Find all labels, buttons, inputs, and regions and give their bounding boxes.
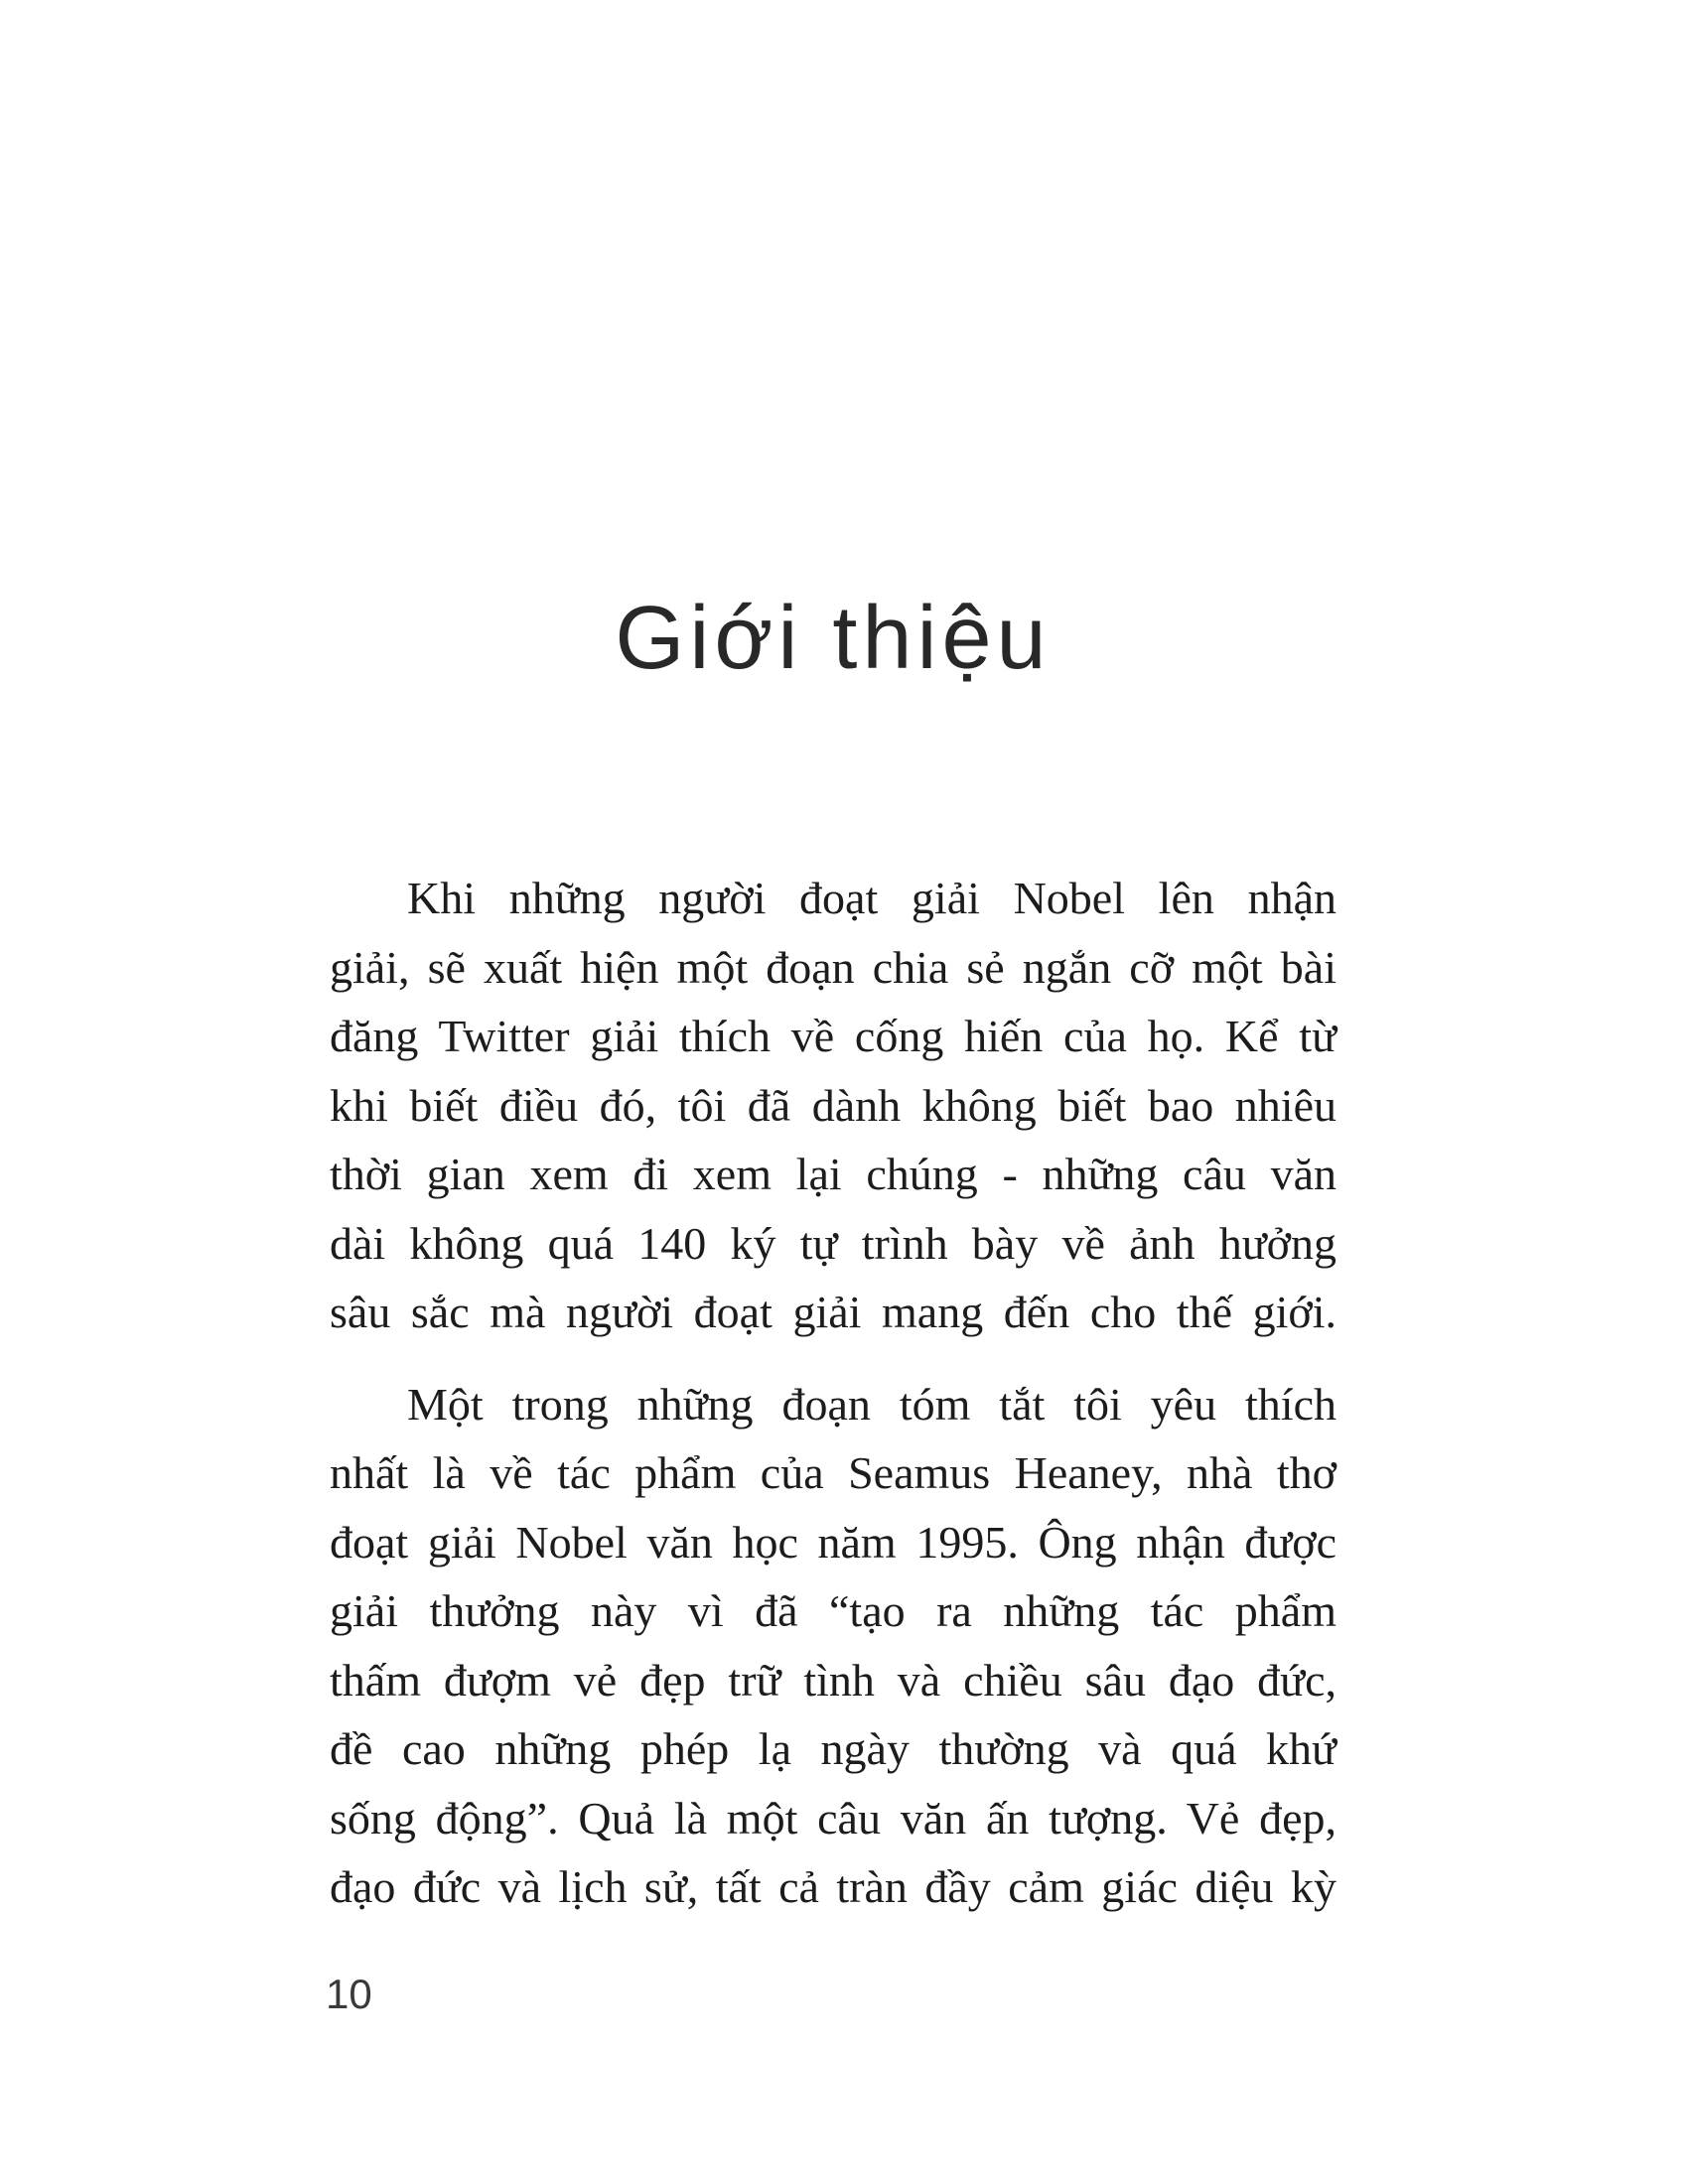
text-line: nhất là về tác phẩm của Seamus Heaney, nhà thơ [330,1447,1336,1498]
page-number: 10 [326,1971,372,2017]
text-line: giải, sẽ xuất hiện một đoạn chia sẻ ngắn cỡ một bài [330,941,1336,993]
text-line: đề cao những phép lạ ngày thường và quá khứ [330,1723,1336,1774]
text-line: đạo đức và lịch sử, tất cả tràn đầy cảm giác diệu kỳ [330,1861,1336,1912]
text-line: giải thưởng này vì đã “tạo ra những tác phẩm [330,1585,1336,1636]
paragraph [330,864,1336,1347]
body-paragraphs [330,864,1336,1922]
text-line: thời gian xem đi xem lại chúng - những câu văn [330,1149,1336,1199]
text-line: đăng Twitter giải thích về cống hiến của họ. Kể từ [330,1011,1336,1061]
text-line: thấm đượm vẻ đẹp trữ tình và chiều sâu đạo đức, [330,1654,1336,1706]
text-line: Một trong những đoạn tóm tắt tôi yêu thích [407,1378,1336,1430]
text-line: đoạt giải Nobel văn học năm 1995. Ông nhận được [330,1516,1336,1568]
chapter-title: Giới thiệu [615,589,1052,689]
text-line: dài không quá 140 ký tự trình bày về ảnh hưởng [330,1217,1336,1269]
text-line: Khi những người đoạt giải Nobel lên nhận [407,873,1336,923]
text-line: sâu sắc mà người đoạt giải mang đến cho thế giới. [330,1287,1336,1337]
paragraph [330,1370,1336,1922]
text-line: khi biết điều đó, tôi đã dành không biết bao nhiêu [330,1079,1336,1131]
text-line: sống động”. Quả là một câu văn ấn tượng. Vẻ đẹp, [330,1792,1336,1843]
